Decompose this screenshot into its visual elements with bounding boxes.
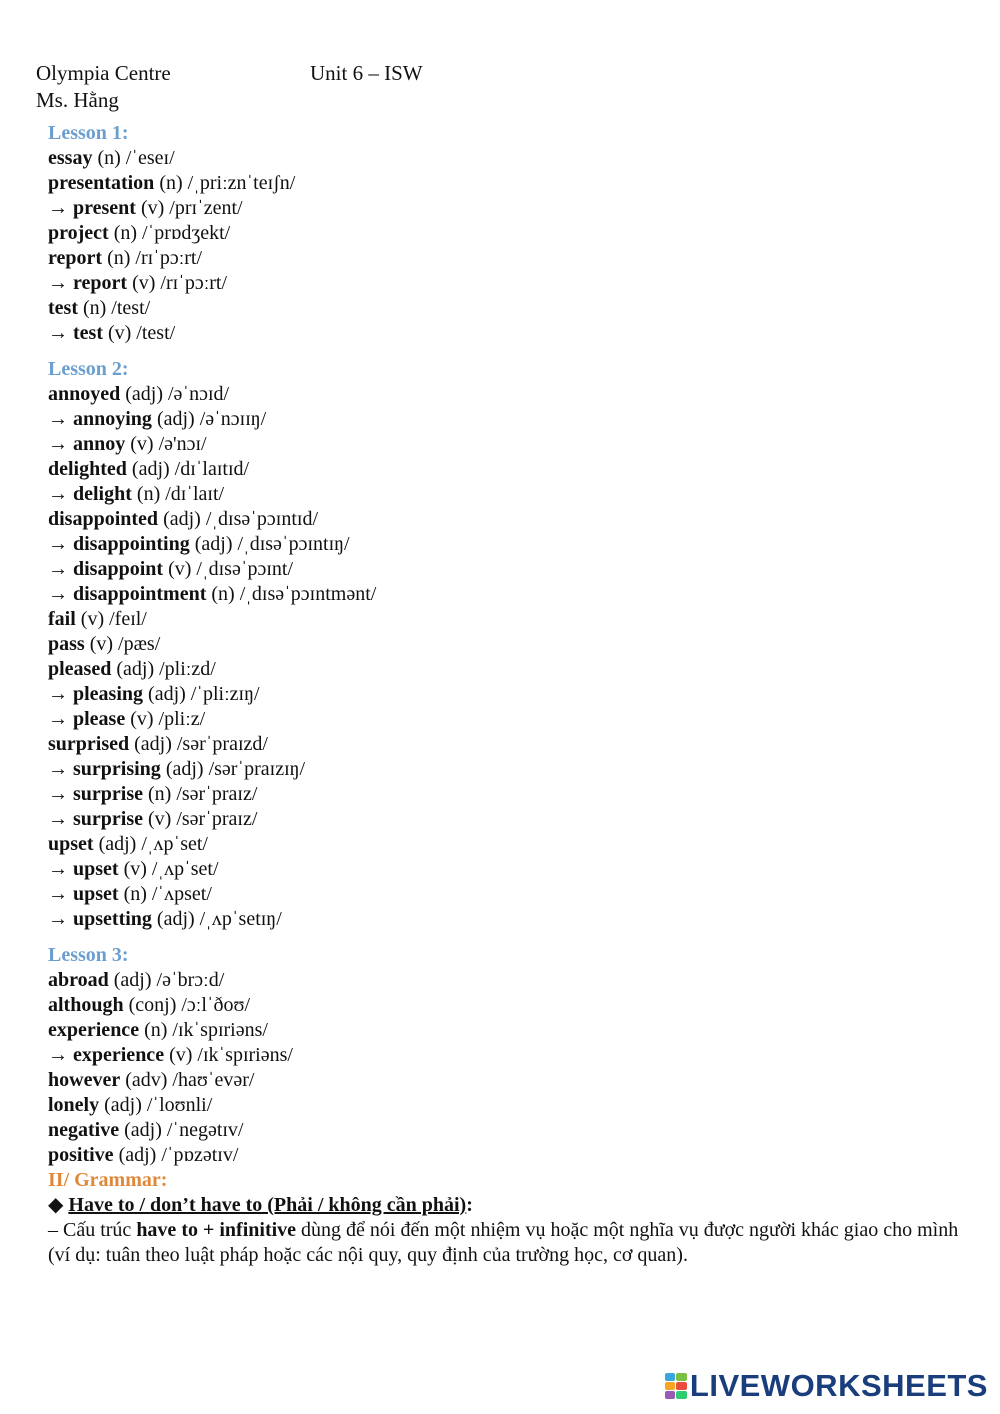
arrow-right-icon: → xyxy=(48,783,68,805)
arrow-right-icon: → xyxy=(48,322,68,344)
vocab-entry xyxy=(48,582,978,607)
vocab-entry xyxy=(48,1068,978,1093)
vocab-word: fail xyxy=(48,608,76,630)
centre-name: Olympia Centre xyxy=(36,61,171,85)
vocab-word: upset xyxy=(73,858,119,880)
arrow-right-icon: → xyxy=(48,808,68,830)
vocab-word: report xyxy=(73,272,128,294)
logo-square xyxy=(665,1382,676,1390)
vocab-entry xyxy=(48,1018,978,1043)
vocab-pronunciation: (adj) /ˌdɪsəˈpɔɪntɪd/ xyxy=(158,508,319,530)
arrow-right-icon: → xyxy=(48,583,68,605)
vocab-entry xyxy=(48,707,978,732)
vocab-entry xyxy=(48,1118,978,1143)
vocab-word: presentation xyxy=(48,172,155,194)
vocab-entry xyxy=(48,607,978,632)
arrow-right-icon: → xyxy=(48,883,68,905)
vocab-pronunciation: (v) /test/ xyxy=(102,322,176,344)
vocab-entry xyxy=(48,482,978,507)
vocab-entry xyxy=(48,246,978,271)
vocab-pronunciation: (v) /prɪˈzent/ xyxy=(135,197,243,219)
vocab-entry xyxy=(48,732,978,757)
vocab-word: pleasing xyxy=(73,683,144,705)
unit-title: Unit 6 – ISW xyxy=(310,61,423,85)
vocab-pronunciation: (adj) /ˌdɪsəˈpɔɪntɪŋ/ xyxy=(189,533,350,555)
vocab-pronunciation: (adj) /sərˈpraɪzɪŋ/ xyxy=(160,758,306,780)
vocab-word: test xyxy=(48,297,78,319)
vocab-pronunciation: (conj) /ɔːlˈðoʊ/ xyxy=(123,994,251,1016)
vocab-word: upset xyxy=(73,883,119,905)
logo-text: LIVEWORKSHEETS xyxy=(689,1368,988,1403)
arrow-right-icon: → xyxy=(48,708,68,730)
vocab-pronunciation: (v) /ɪkˈspɪriəns/ xyxy=(164,1044,293,1066)
logo-square xyxy=(665,1391,676,1399)
vocab-word: negative xyxy=(48,1119,120,1141)
logo-square xyxy=(665,1373,676,1381)
arrow-right-icon: → xyxy=(48,408,68,430)
vocab-entry xyxy=(48,657,978,682)
vocab-word: abroad xyxy=(48,969,109,991)
vocab-entry xyxy=(48,271,978,296)
vocab-pronunciation: (n) /ˌdɪsəˈpɔɪntmənt/ xyxy=(206,583,377,605)
vocab-word: project xyxy=(48,222,109,244)
vocab-word: disappointment xyxy=(73,583,207,605)
vocab-pronunciation: (v) /pæs/ xyxy=(84,633,161,655)
vocab-pronunciation: (n) /sərˈpraɪz/ xyxy=(143,783,258,805)
vocab-pronunciation: (n) /rɪˈpɔːrt/ xyxy=(102,247,203,269)
vocab-entry xyxy=(48,807,978,832)
vocab-word: lonely xyxy=(48,1094,100,1116)
vocab-word: surprise xyxy=(73,808,143,830)
vocab-entry xyxy=(48,296,978,321)
arrow-right-icon: → xyxy=(48,197,68,219)
vocab-word: delighted xyxy=(48,458,127,480)
vocab-word: please xyxy=(73,708,126,730)
logo-square xyxy=(676,1373,687,1381)
vocab-pronunciation: (adj) /ˈpliːzɪŋ/ xyxy=(143,683,260,705)
vocab-word: positive xyxy=(48,1144,114,1166)
vocab-pronunciation: (adj) /ˈloʊnli/ xyxy=(99,1094,213,1116)
vocab-pronunciation: (adv) /haʊˈevər/ xyxy=(120,1069,255,1091)
vocab-word: disappoint xyxy=(73,558,164,580)
vocab-word: however xyxy=(48,1069,121,1091)
vocab-entry xyxy=(48,382,978,407)
vocab-pronunciation: (adj) /əˈbrɔːd/ xyxy=(108,969,225,991)
vocab-pronunciation: (v) /ˌdɪsəˈpɔɪnt/ xyxy=(163,558,294,580)
vocab-entry xyxy=(48,993,978,1018)
vocab-pronunciation: (v) /feɪl/ xyxy=(75,608,147,630)
vocab-entry xyxy=(48,832,978,857)
grammar-subheading-colon: : xyxy=(466,1194,473,1216)
vocab-pronunciation: (v) /pliːz/ xyxy=(125,708,206,730)
vocab-pronunciation: (v) /rɪˈpɔːrt/ xyxy=(127,272,228,294)
vocab-word: test xyxy=(73,322,103,344)
vocab-pronunciation: (adj) /ˌʌpˈset/ xyxy=(93,833,208,855)
vocab-entry xyxy=(48,532,978,557)
vocab-pronunciation: (adj) /sərˈpraɪzd/ xyxy=(129,733,268,755)
vocab-word: pass xyxy=(48,633,85,655)
arrow-right-icon: → xyxy=(48,683,68,705)
arrow-right-icon: → xyxy=(48,1044,68,1066)
vocab-entry xyxy=(48,882,978,907)
liveworksheets-logo xyxy=(665,1368,988,1404)
vocab-pronunciation: (adj) /dɪˈlaɪtɪd/ xyxy=(126,458,250,480)
vocab-entry xyxy=(48,221,978,246)
lesson-block xyxy=(48,121,978,346)
vocab-entry xyxy=(48,457,978,482)
vocab-entry xyxy=(48,321,978,346)
teacher-name: Ms. Hằng xyxy=(36,88,119,112)
vocab-entry xyxy=(48,171,978,196)
vocab-word: surprised xyxy=(48,733,130,755)
arrow-right-icon: → xyxy=(48,858,68,880)
grammar-heading: II/ Grammar: xyxy=(48,1169,168,1191)
vocab-pronunciation: (adj) /pliːzd/ xyxy=(111,658,216,680)
lesson-block xyxy=(48,943,978,1168)
vocab-word: present xyxy=(73,197,136,219)
worksheet-content xyxy=(48,121,978,1268)
vocab-pronunciation: (adj) /əˈnɔɪd/ xyxy=(120,383,230,405)
vocab-entry xyxy=(48,407,978,432)
vocab-entry xyxy=(48,557,978,582)
vocab-pronunciation: (n) /ˈeseɪ/ xyxy=(92,147,175,169)
vocab-pronunciation: (n) /ˈʌpset/ xyxy=(118,883,212,905)
vocab-entry xyxy=(48,782,978,807)
vocab-entry xyxy=(48,682,978,707)
vocab-entry xyxy=(48,857,978,882)
vocab-entry xyxy=(48,1093,978,1118)
arrow-right-icon: → xyxy=(48,483,68,505)
grammar-subheading-text: Have to / don’t have to (Phải / không cần phải) xyxy=(68,1194,467,1216)
vocab-entry xyxy=(48,196,978,221)
vocab-entry xyxy=(48,907,978,932)
vocab-word: upset xyxy=(48,833,94,855)
vocab-word: annoy xyxy=(73,433,126,455)
lesson-spacer xyxy=(48,346,978,357)
grammar-explanation xyxy=(48,1218,968,1268)
arrow-right-icon: → xyxy=(48,558,68,580)
arrow-right-icon: → xyxy=(48,533,68,555)
document-header xyxy=(36,60,423,114)
vocab-word: experience xyxy=(73,1044,165,1066)
vocab-pronunciation: (adj) /ˈnegətɪv/ xyxy=(119,1119,244,1141)
vocab-word: delight xyxy=(73,483,132,505)
vocab-word: disappointing xyxy=(73,533,190,555)
vocab-pronunciation: (adj) /ˈpɒzətɪv/ xyxy=(113,1144,239,1166)
lesson-title: Lesson 3: xyxy=(48,944,129,966)
vocab-pronunciation: (n) /dɪˈlaɪt/ xyxy=(131,483,225,505)
arrow-right-icon: → xyxy=(48,433,68,455)
vocab-pronunciation: (v) /ˌʌpˈset/ xyxy=(118,858,219,880)
vocab-pronunciation: (n) /test/ xyxy=(77,297,151,319)
lesson-title: Lesson 1: xyxy=(48,122,129,144)
vocab-pronunciation: (n) /ɪkˈspɪriəns/ xyxy=(139,1019,268,1041)
vocab-pronunciation: (n) /ˌpriːznˈteɪʃn/ xyxy=(154,172,296,194)
vocab-entry xyxy=(48,1143,978,1168)
lesson-title: Lesson 2: xyxy=(48,358,129,380)
vocab-pronunciation: (adj) /ˌʌpˈsetɪŋ/ xyxy=(151,908,282,930)
vocab-pronunciation: (v) /ə'nɔɪ/ xyxy=(125,433,207,455)
vocab-entry xyxy=(48,757,978,782)
lesson-block xyxy=(48,357,978,932)
vocab-entry xyxy=(48,1043,978,1068)
vocab-word: report xyxy=(48,247,103,269)
vocab-word: surprising xyxy=(73,758,161,780)
logo-square xyxy=(676,1382,687,1390)
diamond-bullet-icon: ◆ xyxy=(48,1194,64,1216)
grammar-text-structure: have to + infinitive xyxy=(136,1219,297,1241)
vocab-word: surprise xyxy=(73,783,143,805)
arrow-right-icon: → xyxy=(48,272,68,294)
vocab-entry xyxy=(48,146,978,171)
lesson-spacer xyxy=(48,932,978,943)
vocab-word: annoyed xyxy=(48,383,121,405)
vocabulary-lessons xyxy=(48,121,978,1168)
vocab-pronunciation: (v) /sərˈpraɪz/ xyxy=(143,808,258,830)
arrow-right-icon: → xyxy=(48,908,68,930)
vocab-word: although xyxy=(48,994,124,1016)
vocab-entry xyxy=(48,632,978,657)
arrow-right-icon: → xyxy=(48,758,68,780)
vocab-pronunciation: (adj) /əˈnɔɪɪŋ/ xyxy=(151,408,267,430)
vocab-word: disappointed xyxy=(48,508,159,530)
vocab-entry xyxy=(48,432,978,457)
vocab-word: pleased xyxy=(48,658,112,680)
vocab-entry xyxy=(48,968,978,993)
liveworksheets-logo-icon xyxy=(665,1373,687,1399)
vocab-word: annoying xyxy=(73,408,152,430)
logo-square xyxy=(676,1391,687,1399)
vocab-entry xyxy=(48,507,978,532)
vocab-word: upsetting xyxy=(73,908,152,930)
grammar-subheading xyxy=(48,1193,978,1218)
vocab-word: essay xyxy=(48,147,93,169)
grammar-text-suffix: dùng để nói đến một nhiệm vụ hoặc một nghĩa vụ được người khác giao cho mình (ví dụ: tuân theo luật pháp hoặc các nội quy, quy định của trường học, cơ quan). xyxy=(48,1219,959,1266)
grammar-text-prefix: – Cấu trúc xyxy=(48,1219,137,1241)
vocab-word: experience xyxy=(48,1019,140,1041)
vocab-pronunciation: (n) /ˈprɒdʒekt/ xyxy=(108,222,231,244)
